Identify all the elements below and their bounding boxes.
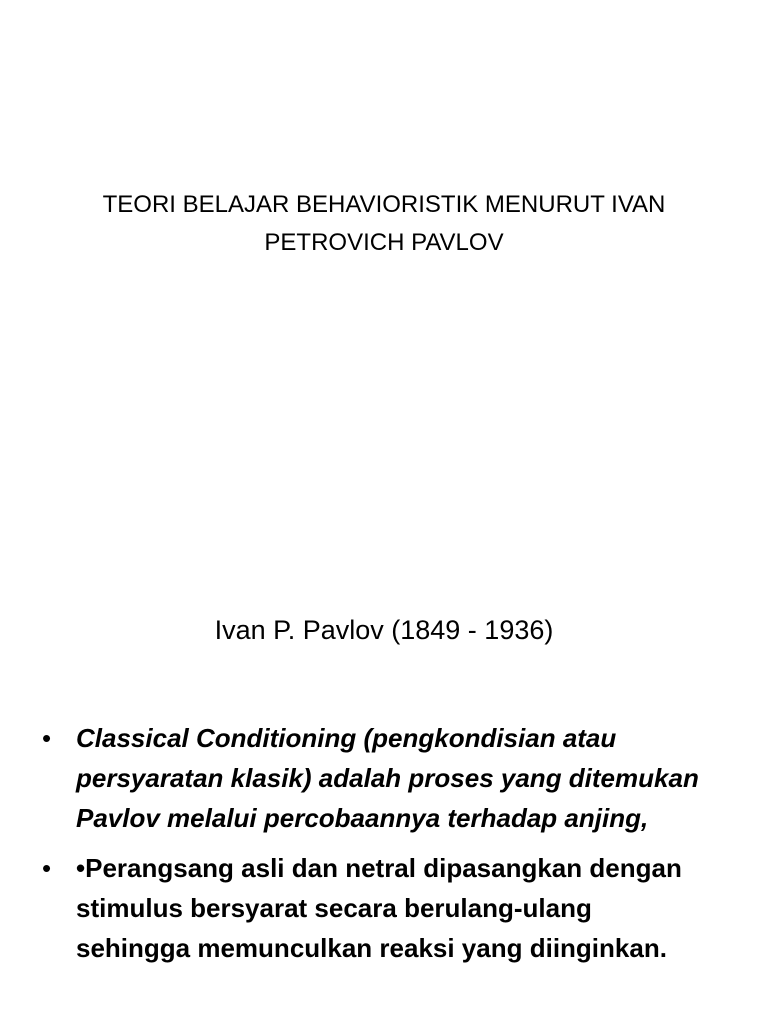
bullet-text: •Perangsang asli dan netral dipasangkan dengan stimulus bersyarat secara berulang-ulang sehingga memunculkan reaksi yang diinginkan. (76, 853, 682, 963)
bullet-marker: • (42, 723, 52, 753)
content-slide (0, 576, 768, 1024)
bullet-marker: • (42, 853, 52, 883)
slide-title: TEORI BELAJAR BEHAVIORISTIK MENURUT IVAN PETROVICH PAVLOV (102, 191, 666, 256)
bullet-item (40, 718, 700, 838)
bullet-item (40, 848, 700, 968)
content-slide-title: Ivan P. Pavlov (1849 - 1936) (214, 615, 554, 645)
bullet-list (40, 718, 700, 978)
bullet-text: Classical Conditioning (pengkondisian atau persyaratan klasik) adalah proses yang ditemukan Pavlov melalui percobaannya terhadap anjing, (76, 723, 699, 833)
